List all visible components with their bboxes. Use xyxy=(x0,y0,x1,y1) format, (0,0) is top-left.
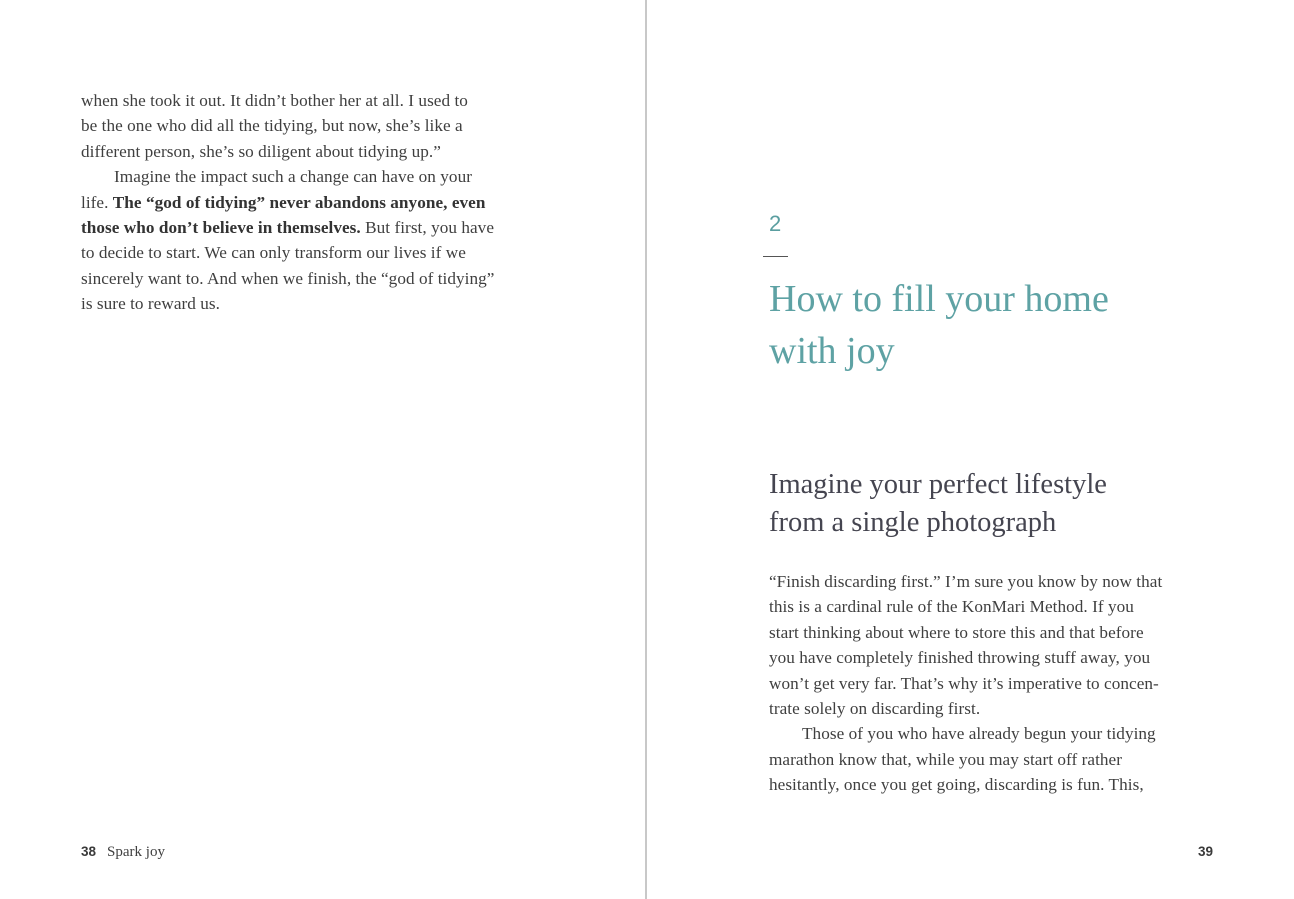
section-title-line: from a single photograph xyxy=(769,507,1057,538)
text-line: won’t get very far. That’s why it’s imperative to concen- xyxy=(769,673,1159,693)
text-line: this is a cardinal rule of the KonMari Method. If you xyxy=(769,597,1134,617)
text-line: start thinking about where to store this and that before xyxy=(769,622,1144,642)
text-line: to decide to start. We can only transform our lives if we xyxy=(81,243,466,263)
text-line: “Finish discarding first.” I’m sure you know by now that xyxy=(769,572,1163,591)
text-line: be the one who did all the tidying, but now, she’s like a xyxy=(81,116,463,136)
page-number: 38 xyxy=(81,844,97,859)
bold-emphasis: those who don’t believe in themselves. xyxy=(81,218,361,238)
running-title: Spark joy xyxy=(107,844,165,860)
text-line: But first, you have xyxy=(360,218,494,238)
chapter-rule xyxy=(763,256,788,257)
section-title-line: Imagine your perfect lifestyle xyxy=(769,469,1107,500)
text-line: marathon know that, while you may start off rather xyxy=(769,749,1122,769)
left-page xyxy=(0,0,645,899)
chapter-number: 2 xyxy=(769,211,782,236)
text-line: different person, she’s so diligent about tidying up.” xyxy=(81,141,441,161)
text-line: trate solely on discarding first. xyxy=(769,699,981,719)
paragraph xyxy=(81,88,531,164)
bold-emphasis: The “god of tidying” never abandons anyone, even xyxy=(112,192,486,212)
left-page-footer xyxy=(81,844,165,861)
page-number: 39 xyxy=(1198,844,1214,859)
right-page-body xyxy=(769,569,1209,798)
paragraph xyxy=(769,569,1209,721)
section-title xyxy=(769,466,1189,542)
text-line: sincerely want to. And when we finish, the “god of tidying” xyxy=(81,268,495,288)
text-line: you have completely finished throwing stuff away, you xyxy=(769,648,1151,668)
paragraph xyxy=(769,721,1209,797)
left-page-body xyxy=(81,88,531,317)
chapter-title xyxy=(769,273,1209,377)
text-line: Those of you who have already begun your tidying xyxy=(802,724,1156,744)
paragraph xyxy=(81,164,531,316)
text-line: hesitantly, once you get going, discarding is fun. This, xyxy=(769,775,1144,795)
text-line: is sure to reward us. xyxy=(81,294,220,314)
right-page-footer xyxy=(1198,844,1213,861)
chapter-title-line: with joy xyxy=(769,330,895,372)
chapter-title-line: How to fill your home xyxy=(769,278,1109,320)
text-line: Imagine the impact such a change can have on your xyxy=(114,167,472,187)
text-line: when she took it out. It didn’t bother her at all. I used to xyxy=(81,91,468,110)
text-line: life. xyxy=(81,192,113,212)
